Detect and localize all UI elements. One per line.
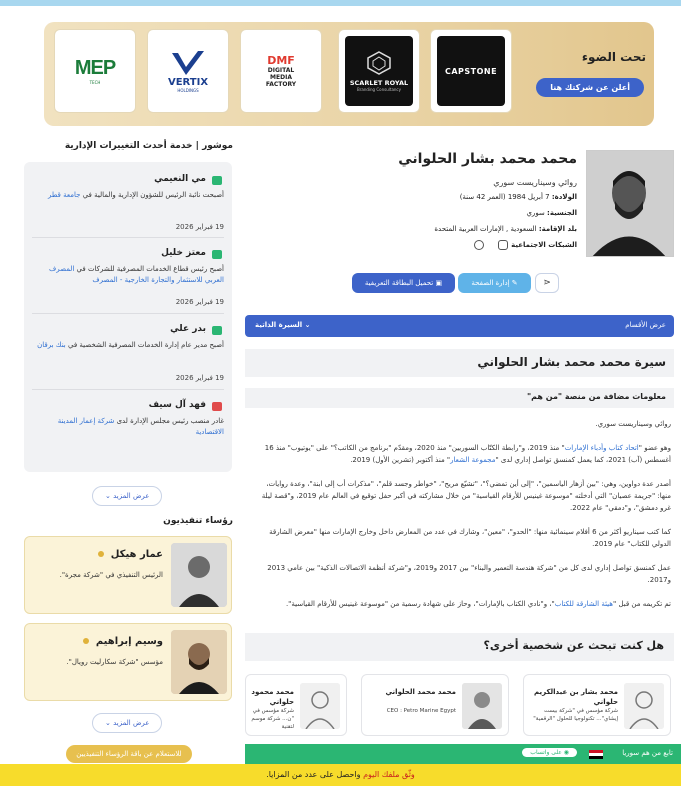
news-company-link[interactable]: شركة إعمار المدينة الاقتصادية xyxy=(57,417,224,436)
nationality-label: الجنسية: xyxy=(547,209,577,217)
executives-title: رؤساء تنفيذيون xyxy=(163,516,233,526)
scarlet-tagline: Branding Consultancy xyxy=(357,87,401,92)
news-person-name[interactable]: فهد آل سيف xyxy=(148,400,206,410)
logo-vertix[interactable] xyxy=(147,29,229,113)
sections-label: عرض الأقسام xyxy=(625,321,666,329)
related-person-card[interactable] xyxy=(245,674,347,736)
more-label: عرض المزيد xyxy=(113,492,150,500)
social-networks-label: الشبكات الاجتماعية xyxy=(511,241,577,249)
news-description xyxy=(34,340,224,351)
briefcase-icon xyxy=(212,176,222,185)
top-accent-bar xyxy=(0,0,681,6)
news-person-name[interactable]: بدر علي xyxy=(170,324,206,334)
profile-name: محمد محمد بشار الحلواني xyxy=(398,151,577,167)
bio-link[interactable]: هيئة الشارقة للكتاب xyxy=(554,600,613,608)
bio-paragraph: كما كتب سيناريو أكثر من 6 أفلام سينمائية منها: "الحدو"، "معين"، وشارك في عدد من المعارض داخل وخارج الإمارات منها "معرض الشارقة الدولي للكتاب" عام 2019. xyxy=(269,528,671,548)
executive-photo xyxy=(171,630,227,694)
briefcase-icon xyxy=(212,326,222,335)
vertix-check-icon xyxy=(168,49,208,77)
birth-label: الولادة: xyxy=(551,193,577,201)
chevron-down-icon: ⌄ xyxy=(105,719,111,727)
follow-text: تابع من هم سوريا xyxy=(622,749,673,757)
residence-value: السعودية , الإمارات العربية المتحدة xyxy=(434,225,537,233)
whatsapp-button[interactable] xyxy=(522,748,577,757)
news-date: 19 فبراير 2026 xyxy=(175,374,224,382)
bio-text: " منذ 2019، و"رابطة الكتّاب السوريين" منذ 2020، ومقدّم "برنامج من الكاتب؟" على "يوتيوب" منذ 16 أغسطس (آب) 2021، كما يعمل كمنسق تواصل إداري لدى " xyxy=(264,444,671,464)
news-company-link[interactable]: المصرف العربي للاستثمار والتجارة الخارجية - المصرف xyxy=(49,265,224,284)
dmf-wordmark: DIGITAL MEDIA FACTORY xyxy=(265,67,297,88)
news-company-link[interactable]: بنك برقان xyxy=(37,341,66,349)
person-name[interactable]: محمد محمود حلواني xyxy=(251,688,294,706)
bio-text: تم تكريمه من قبل " xyxy=(613,600,671,608)
person-role: شركة مؤسس في "ن... شركة موسم لتقنية xyxy=(251,708,294,730)
scarlet-emblem-icon xyxy=(364,50,394,76)
advertise-button[interactable]: أعلن عن شركتك هنا xyxy=(536,78,644,97)
sections-selector[interactable] xyxy=(245,315,674,337)
news-section-title: موشور | خدمة أحدث التغييرات الإدارية xyxy=(64,141,233,151)
news-item[interactable] xyxy=(32,394,224,462)
bio-paragraph: روائي وسيناريست سوري. xyxy=(595,420,671,428)
bio-paragraph xyxy=(251,442,671,466)
news-text: أصبح مدير عام إدارة الخدمات المصرفية الشخصية في xyxy=(65,341,224,349)
spotlight-title: تحت الضوء xyxy=(581,50,646,64)
person-role: شركة مؤسس في "شركة بيست إيشاي"... تكنولوجيا للحلول "الرقمية" xyxy=(533,708,618,722)
news-description xyxy=(34,416,224,438)
person-photo xyxy=(462,683,502,729)
mep-sub: TECH xyxy=(89,80,101,85)
news-date: 19 فبراير 2026 xyxy=(175,223,224,231)
person-name[interactable]: محمد بشار بن عبدالكريم حلواني xyxy=(533,688,618,706)
logo-digital-media-factory[interactable] xyxy=(240,29,322,113)
verified-badge-icon xyxy=(83,638,89,644)
executive-role: مؤسس "شركة سكارليت رويال". xyxy=(66,658,163,666)
news-person-name[interactable]: مي النعيمي xyxy=(154,174,206,184)
sections-dropdown[interactable] xyxy=(255,321,310,329)
executive-role: الرئيس التنفيذي في "شركة مجرة". xyxy=(59,571,163,579)
capstone-wordmark: CAPSTONE xyxy=(444,66,498,76)
person-avatar-icon xyxy=(300,683,340,729)
edit-icon: ✎ xyxy=(509,279,518,287)
instagram-icon[interactable] xyxy=(498,240,508,250)
executive-photo xyxy=(171,543,227,607)
promo-bar[interactable] xyxy=(0,764,681,786)
syria-flag-icon xyxy=(589,750,603,759)
chevron-down-icon: ⌄ xyxy=(105,492,111,500)
related-person-card[interactable] xyxy=(361,674,509,736)
profile-subtitle: روائي وسيناريست سوري xyxy=(493,178,577,187)
executive-name-text: وسيم إبراهيم xyxy=(95,636,163,647)
profile-photo xyxy=(586,150,674,257)
related-person-card[interactable] xyxy=(523,674,671,736)
person-avatar-icon xyxy=(624,683,664,729)
logo-mep[interactable] xyxy=(54,29,136,113)
news-person-name[interactable]: معتز خليل xyxy=(161,248,206,258)
bio-paragraph: عمل كمنسق تواصل إداري لدى كل من "شركة هندسة التعمير والبناء" بين 2017 و2019، و"شركة أنظمة الاتصالات الذكية" بين عامي 2013 و2017. xyxy=(267,564,671,584)
executives-more-button[interactable] xyxy=(92,713,162,733)
vertix-wordmark: VERTIX xyxy=(167,77,209,88)
bio-paragraph xyxy=(251,598,671,610)
spotlight-banner xyxy=(44,22,654,126)
news-text: أصبحت نائبة الرئيس للشؤون الإدارية والمالية في xyxy=(80,191,224,199)
news-text: أصبح رئيس قطاع الخدمات المصرفية للشركات في xyxy=(74,265,224,273)
nationality-value: سوري xyxy=(526,209,545,217)
exit-icon xyxy=(212,402,222,411)
birth-value: 7 أبريل 1984 (العمر 42 سنة) xyxy=(459,193,550,201)
mep-wordmark: MEP xyxy=(74,57,116,79)
profile-residence xyxy=(434,225,577,233)
bio-text: وهو عضو " xyxy=(638,444,671,452)
whatsapp-label: على واتساب xyxy=(530,749,562,756)
briefcase-icon xyxy=(212,250,222,259)
share-icon[interactable]: ⋖ xyxy=(535,273,559,293)
manage-page-button[interactable] xyxy=(458,273,531,293)
news-company-link[interactable]: جامعة قطر xyxy=(47,191,81,199)
whatsapp-follow-bar[interactable] xyxy=(245,744,681,764)
bio-link[interactable]: اتحاد كتاب وأدباء الإمارات xyxy=(564,444,639,452)
added-info-heading: معلومات مضافة من منصة "من هم" xyxy=(245,388,674,408)
bio-text: "، و"نادي الكتاب بالإمارات"، وحاز على شهادة رسمية من "موسوعة غينيس للأرقام القياسية". xyxy=(285,600,555,608)
executive-name[interactable] xyxy=(98,549,163,560)
promo-text: واحصل على عدد من المزايا. xyxy=(266,770,364,779)
executive-card[interactable] xyxy=(24,623,232,701)
news-item[interactable] xyxy=(32,318,224,390)
executive-card[interactable] xyxy=(24,536,232,614)
scarlet-wordmark: SCARLET ROYAL xyxy=(349,79,409,87)
more-label: عرض المزيد xyxy=(113,719,150,727)
chevron-down-icon: ⌄ xyxy=(302,321,311,329)
profile-nationality xyxy=(526,209,577,217)
verified-badge-icon xyxy=(98,551,104,557)
news-item[interactable] xyxy=(32,242,224,314)
person-name[interactable]: محمد محمد الحلواني xyxy=(385,688,456,696)
news-date: 19 فبراير 2026 xyxy=(175,298,224,306)
logo-scarlet-royal[interactable] xyxy=(338,29,420,113)
news-text: غادر منصب رئيس مجلس الإدارة لدى xyxy=(114,417,224,425)
news-item[interactable] xyxy=(32,170,224,238)
dmf-mark-icon: DMF xyxy=(267,54,295,67)
website-globe-icon[interactable] xyxy=(474,240,484,250)
executives-package-button[interactable]: للاستعلام عن باقة الرؤساء التنفيذيين xyxy=(66,745,192,763)
profile-birth xyxy=(460,193,577,201)
executive-name[interactable] xyxy=(83,636,163,647)
management-changes-panel xyxy=(24,162,232,472)
news-description xyxy=(34,190,224,201)
executive-name-text: عمار هيكل xyxy=(110,549,163,560)
promo-link[interactable]: وثّق ملفك اليوم xyxy=(363,770,415,779)
vertix-sub: HOLDINGS xyxy=(177,88,199,93)
bio-link[interactable]: مجموعة الشعار xyxy=(450,456,496,464)
whatsapp-icon: ◉ xyxy=(561,749,569,756)
bio-heading: سيرة محمد محمد بشار الحلواني xyxy=(245,349,674,377)
id-card-icon: ▣ xyxy=(433,279,443,287)
download-card-button[interactable] xyxy=(352,273,455,293)
bio-text: " منذ أكتوبر (تشرين الأول) 2019. xyxy=(350,456,451,464)
logo-capstone[interactable] xyxy=(430,29,512,113)
download-card-label: تحميل البطاقة التعريفية xyxy=(364,279,434,287)
bio-paragraph: أصدر عدة دواوين، وهي: "بين أزهار الياسمين"، "إلى أين تمضي؟"، "تشيّع مريح"، "خواطر وجسد قلم"، "مذكرات أب إلى ابنة"، وعدة روايات، منها: "جريمة عصيان" التي أدخلته "موسوعة غينيس للأرقام القياسية" من خلال مشاركته في أكبر حفل توقيع في العالم عام 2019، و"قصة ليلة غرو دمشق"، و"دمقي" عام 2022. xyxy=(261,480,671,512)
other-people-heading: هل كنت تبحث عن شخصية أخرى؟ xyxy=(245,633,674,661)
person-role: CEO : Petro Marine Egypt xyxy=(386,708,456,714)
news-more-button[interactable] xyxy=(92,486,162,506)
residence-label: بلد الإقامة: xyxy=(538,225,577,233)
news-description xyxy=(34,264,224,286)
sections-dropdown-value: السيرة الذاتية xyxy=(255,321,303,329)
manage-page-label: إدارة الصفحة xyxy=(471,279,510,287)
